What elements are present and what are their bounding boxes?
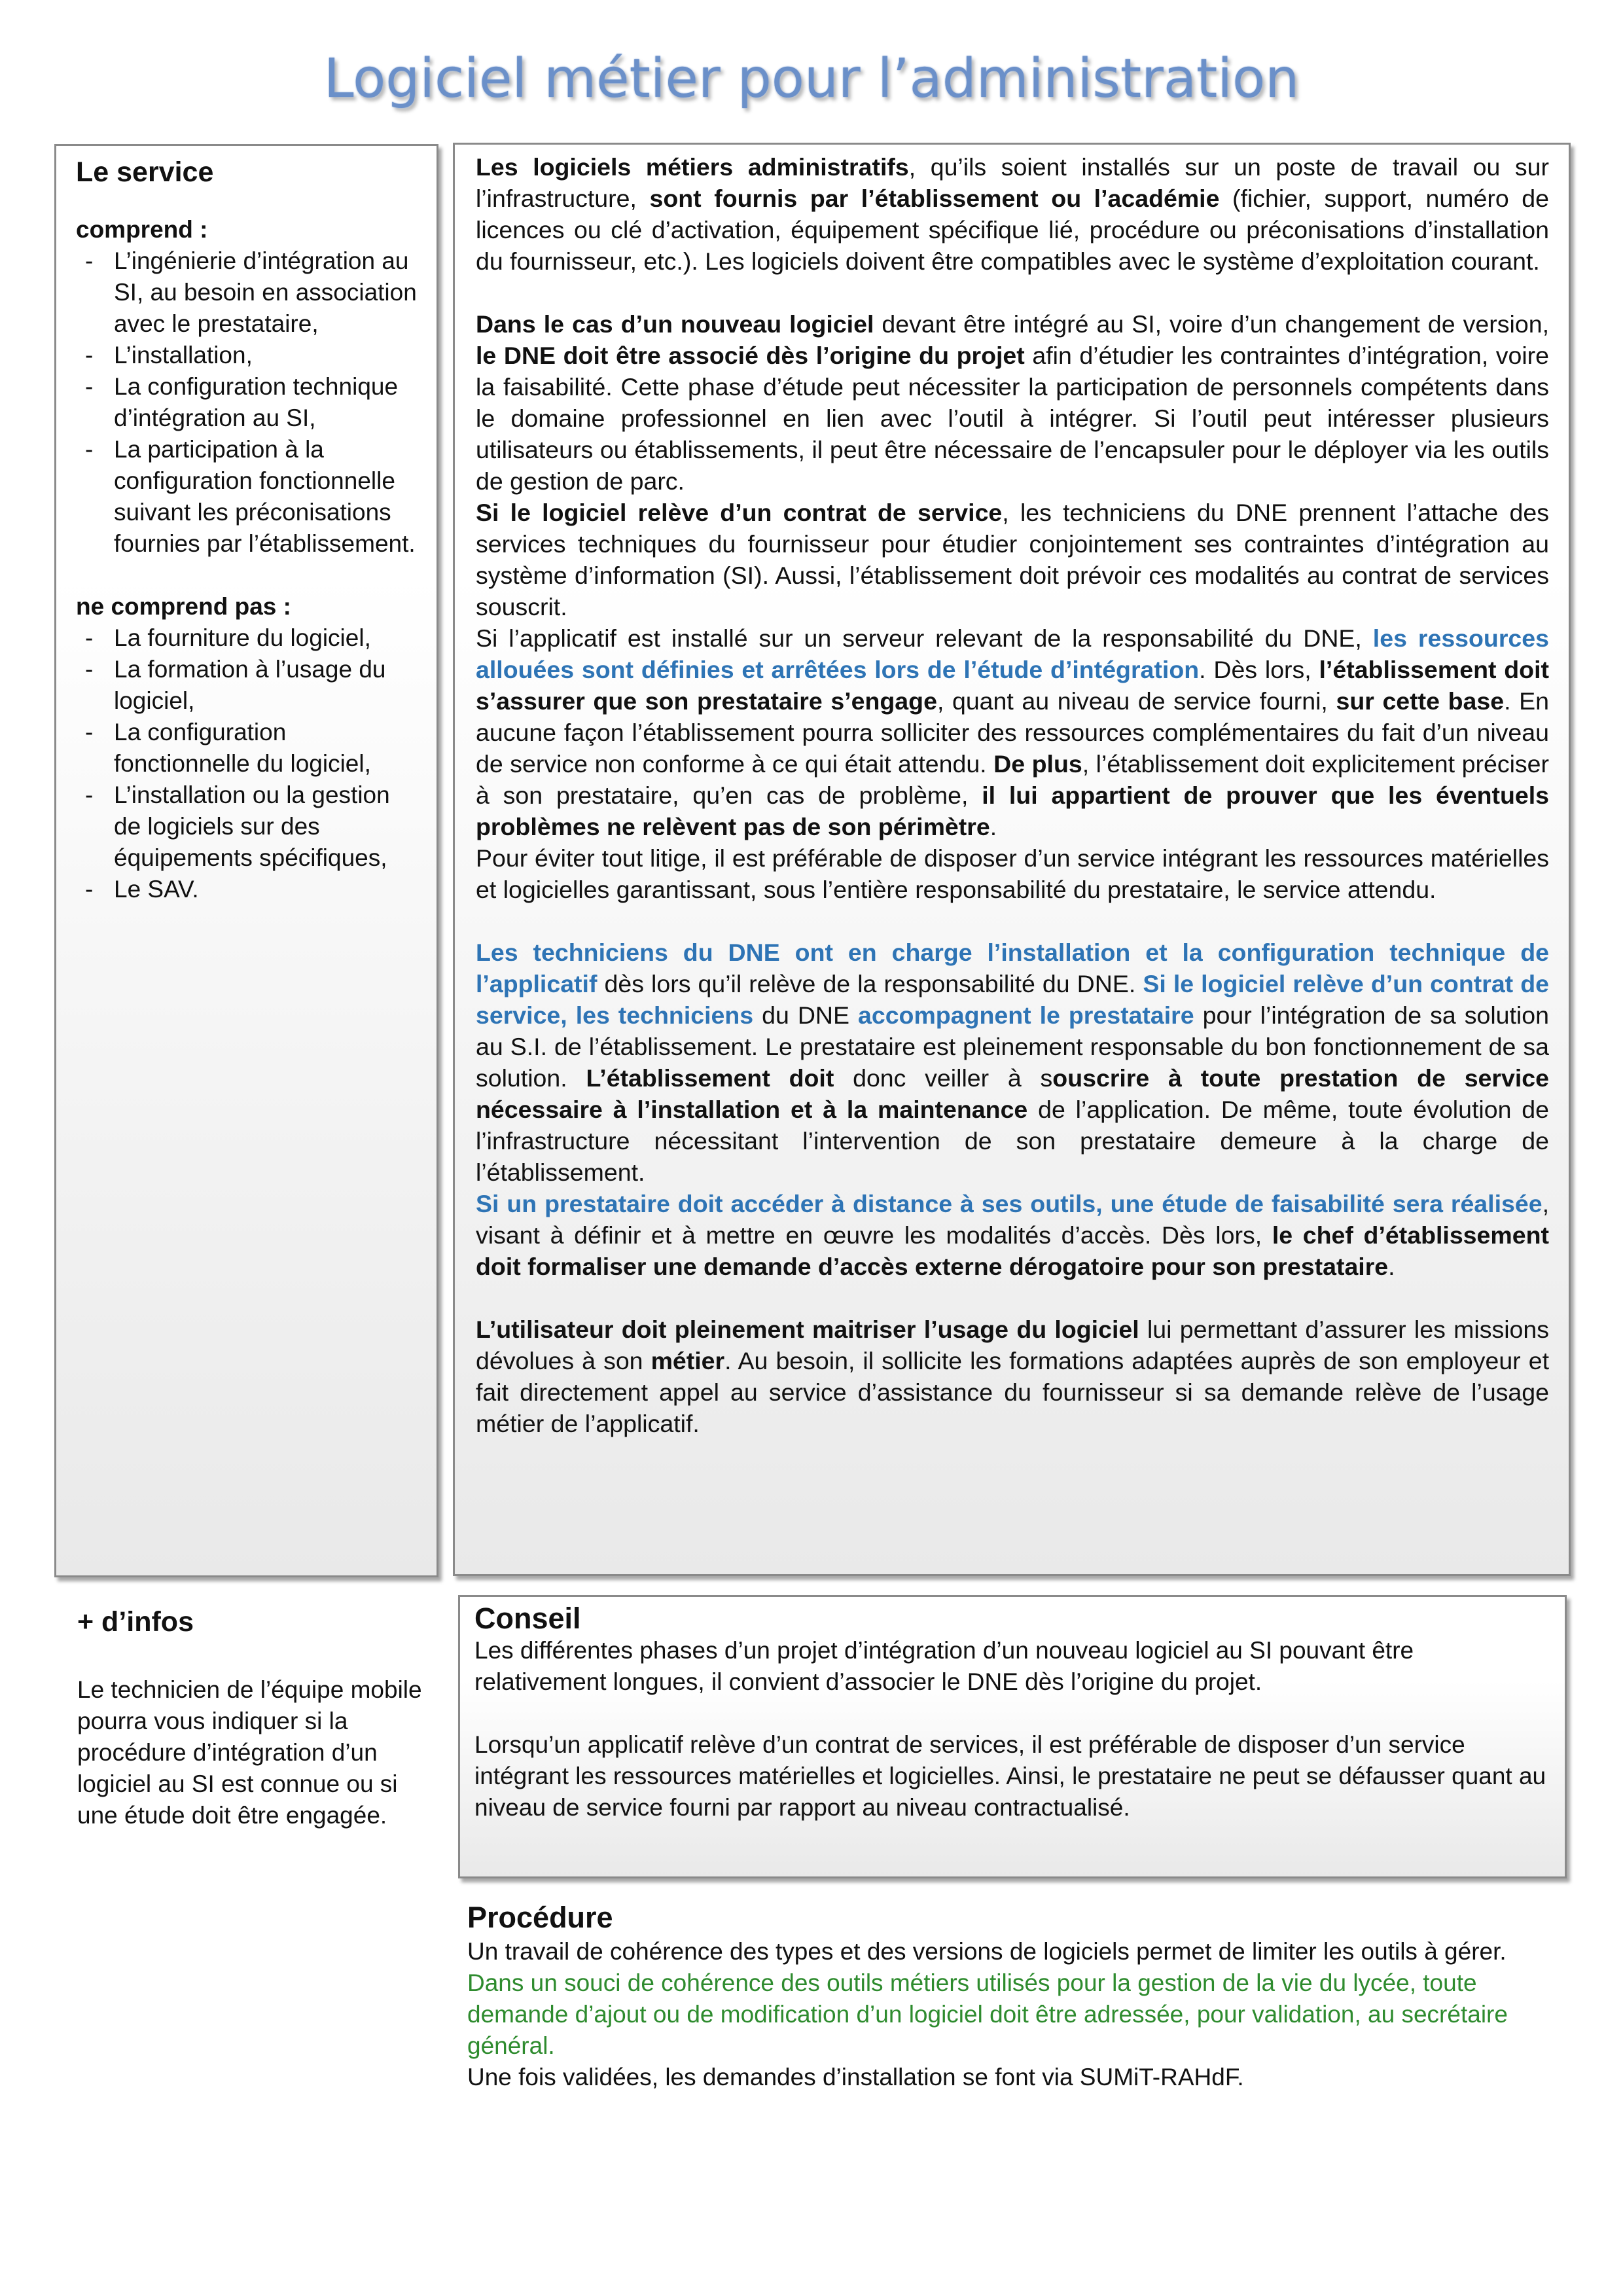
main-panel (453, 143, 1571, 1576)
paragraph-litige: Pour éviter tout litige, il est préférable de disposer d’un service intégrant les ressources matérielles et logicielles garantissant, sous l’entière responsabilité du prestataire, le service attendu. (476, 844, 1549, 903)
list-item: - La configuration technique d’intégration au SI, (76, 371, 421, 434)
infos-section (77, 1605, 431, 1831)
comprend-label: comprend : (76, 216, 208, 243)
paragraph-techniciens: Les techniciens du DNE ont en charge l’installation et la configuration technique de l’applicatif dès lors qu’il relève de la responsabilité du DNE. Si le logiciel relève d’un contrat de service, les techniciens du DNE accompagnent le prestataire pour l’intégration de sa solution au S.I. de l’établissement. Le prestataire est pleinement responsable du bon fonctionnement de sa solution. L’établissement doit donc veiller à souscrire à toute prestation de service nécessaire à l’installation et à la maintenance de l’application. De même, toute évolution de l’infrastructure nécessitant l’intervention de son prestataire demeure à la charge de l’établissement. (476, 939, 1549, 1186)
paragraph-serveur-dne: Si l’applicatif est installé sur un serveur relevant de la responsabilité du DNE, les ressources allouées sont définies et arrêtées lors de l’étude d’intégration. Dès lors, l’établissement doit s’assurer que son prestataire s’engage, quant au niveau de service fourni, sur cette base. En aucune façon l’établissement pourra solliciter des ressources complémentaires du fait d’un niveau de service non conforme à ce qui était attendu. De plus, l’établissement doit explicitement préciser à son prestataire, qu’en cas de problème, il lui appartient de prouver que les éventuels problèmes ne relèvent pas de son périmètre. (476, 624, 1550, 840)
procedure-text-3: Une fois validées, les demandes d’installation se font via SUMiT-RAHdF. (467, 2064, 1244, 2090)
procedure-text-2: Dans un souci de cohérence des outils métiers utilisés pour la gestion de la vie du lycée, toute demande d’ajout ou de modification d’un logiciel doit être adressée, pour validation, au secrétaire général. (467, 1969, 1508, 2059)
conseil-text-1: Les différentes phases d’un projet d’intégration d’un nouveau logiciel au SI pouvant être relativement longues, il convient d’associer le DNE dès l’origine du projet. (474, 1637, 1414, 1695)
ne-comprend-label: ne comprend pas : (76, 593, 291, 620)
conseil-text-2: Lorsqu’un applicatif relève d’un contrat de services, il est préférable de disposer d’un service intégrant les ressources matérielles et logicielles. Ainsi, le prestataire ne peut se défausser quant au niveau de service fourni par rapport au niveau contractualisé. (474, 1731, 1546, 1821)
paragraph-logiciels: Les logiciels métiers administratifs, qu’ils soient installés sur un poste de travail ou sur l’infrastructure, sont fournis par l’établissement ou l’académie (fichier, support, numéro de licences ou clé d’activation, équipement spécifique lié, procédure ou préconisations d’installation du fournisseur, etc.). Les logiciels doivent être compatibles avec le système d’exploitation courant. (476, 153, 1550, 275)
list-item: - La participation à la configuration fonctionnelle suivant les préconisations fournies par l’établissement. (76, 434, 421, 560)
list-item: - Le SAV. (76, 874, 421, 905)
paragraph-acces-distance: Si un prestataire doit accéder à distance à ses outils, une étude de faisabilité sera réalisée, visant à définir et à mettre en œuvre les modalités d’accès. Dès lors, le chef d’établissement doit formaliser une demande d’accès externe dérogatoire pour son prestataire. (476, 1190, 1549, 1280)
procedure-section (467, 1899, 1567, 2093)
list-item: - L’installation ou la gestion de logiciels sur des équipements spécifiques, (76, 780, 421, 874)
conseil-panel (458, 1595, 1567, 1878)
list-item: - La fourniture du logiciel, (76, 622, 421, 654)
page-title: Logiciel métier pour l’administration (323, 48, 1300, 110)
comprend-list (76, 245, 421, 560)
list-item: - La formation à l’usage du logiciel, (76, 654, 421, 717)
list-item: - L’installation, (76, 340, 421, 371)
infos-text: Le technicien de l’équipe mobile pourra vous indiquer si la procédure d’intégration d’un logiciel au SI est connue ou si une étude doit être engagée. (77, 1676, 422, 1829)
service-panel (54, 144, 438, 1577)
procedure-text-1: Un travail de cohérence des types et des versions de logiciels permet de limiter les outils à gérer. (467, 1938, 1507, 1965)
service-heading: Le service (76, 156, 214, 188)
list-item: - L’ingénierie d’intégration au SI, au besoin en association avec le prestataire, (76, 245, 421, 340)
list-item: - La configuration fonctionnelle du logiciel, (76, 717, 421, 780)
paragraph-utilisateur: L’utilisateur doit pleinement maitriser l’usage du logiciel lui permettant d’assurer les missions dévolues à son métier. Au besoin, il sollicite les formations adaptées auprès de son employeur et fait directement appel au service d’assistance du fournisseur si sa demande relève de l’usage métier de l’applicatif. (476, 1316, 1549, 1437)
procedure-heading: Procédure (467, 1901, 613, 1934)
paragraph-nouveau-logiciel: Dans le cas d’un nouveau logiciel devant être intégré au SI, voire d’un changement de version, le DNE doit être associé dès l’origine du projet afin d’étudier les contraintes d’intégration, voire la faisabilité. Cette phase d’étude peut nécessiter la participation de personnels compétents dans le domaine professionnel en lien avec l’outil à intégrer. Si l’outil peut intéresser plusieurs utilisateurs ou établissements, il peut être nécessaire de l’encapsuler pour le déployer via les outils de gestion de parc. (476, 310, 1550, 495)
conseil-heading: Conseil (474, 1602, 581, 1635)
paragraph-contrat-service: Si le logiciel relève d’un contrat de service, les techniciens du DNE prennent l’attache des services techniques du fournisseur pour étudier conjointement ses contraintes d’intégration au système d’information (SI). Aussi, l’établissement doit prévoir ces modalités au contrat de services souscrit. (476, 499, 1549, 620)
infos-heading: + d’infos (77, 1606, 194, 1638)
ne-comprend-list (76, 622, 421, 905)
